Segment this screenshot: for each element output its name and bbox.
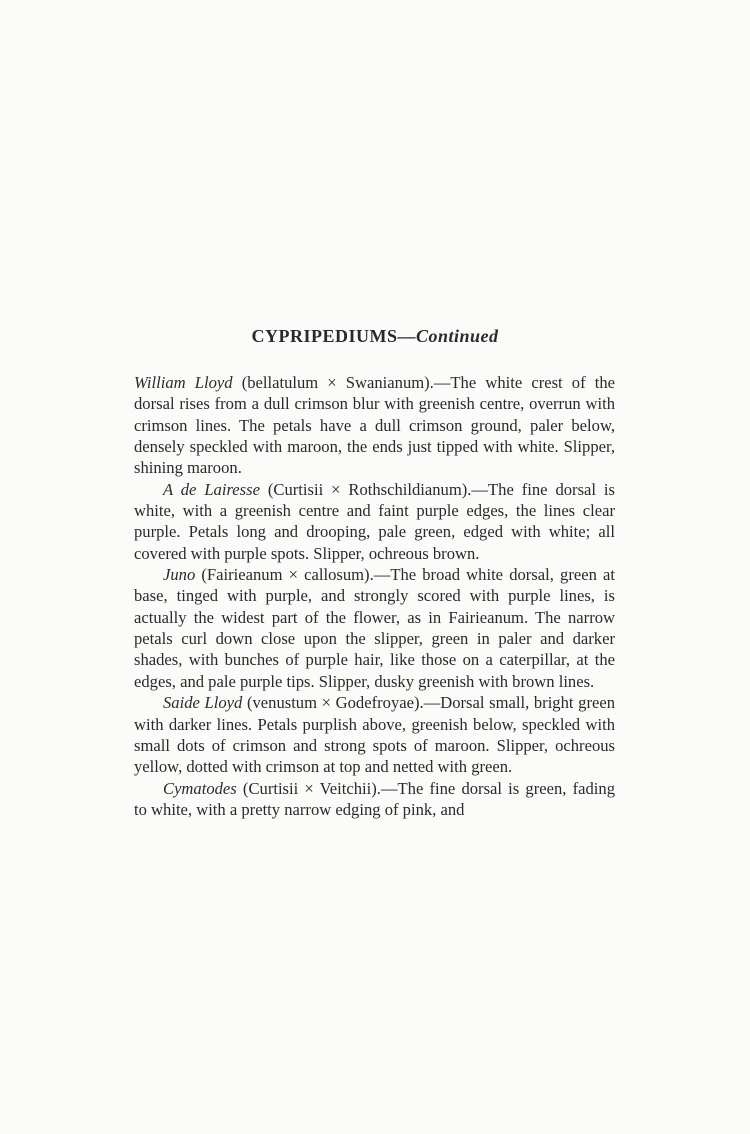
- entry-saide-lloyd: [134, 692, 615, 777]
- entry-description: (Curtisii × Veitchii).—The fine dorsal is green, fading to white, with a pretty narrow edging of pink, and: [134, 778, 615, 819]
- entry-name: A de Lairesse: [163, 479, 260, 499]
- body-text: [134, 372, 615, 820]
- entry-juno: [134, 564, 615, 692]
- entry-cymatodes: [134, 778, 615, 821]
- entry-name: William Lloyd: [134, 373, 233, 392]
- entry-description: (Fairieanum × callosum).—The broad white dorsal, green at base, tinged with purple, and strongly scored with purple lines, is actually the widest part of the flower, as in Fairieanum. The narrow petals curl down close upon the slipper, green in paler and darker shades, with bunches of purple hair, like those on a caterpillar, at the edges, and pale purple tips. Slipper, dusky greenish with brown lines.: [134, 565, 615, 691]
- entry-description: (venustum × Godefroyae).—Dorsal small, bright green with darker lines. Petals purplish above, greenish below, speckled with small dots of crimson and strong spots of maroon. Slipper, ochreous yellow, dotted with crimson at top and netted with green.: [134, 693, 615, 777]
- entry-name: Cymatodes: [163, 778, 237, 798]
- entry-a-de-lairesse: [134, 479, 615, 564]
- heading-continued: Continued: [415, 326, 499, 346]
- page-heading: [0, 326, 750, 347]
- entry-william-lloyd: [134, 372, 615, 479]
- entry-name: Juno: [163, 565, 196, 585]
- entry-name: Saide Lloyd: [163, 693, 243, 713]
- entry-description: (Curtisii × Rothschildianum).—The fine dorsal is white, with a greenish centre and faint purple edges, the lines clear purple. Petals long and drooping, pale green, edged with white; all covered with purple spots. Slipper, ochreous brown.: [134, 479, 615, 563]
- entry-description: (bellatulum × Swanianum).—The white crest of the dorsal rises from a dull crimson blur with greenish centre, overrun with crimson lines. The petals have a dull crimson ground, paler below, densely speckled with maroon, the ends just tipped with white. Slipper, shining maroon.: [134, 373, 616, 478]
- heading-title: CYPRIPEDIUMS: [251, 326, 398, 346]
- heading-dash: —: [397, 326, 416, 346]
